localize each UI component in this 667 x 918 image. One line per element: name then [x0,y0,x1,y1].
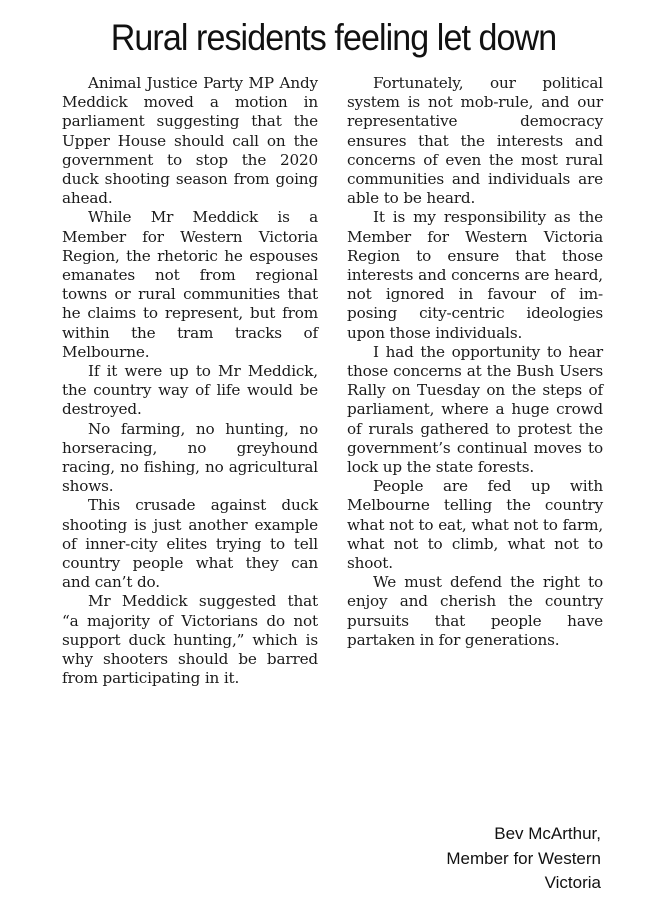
paragraph: We must defend the right to enjoy and cherish the country pursuits that people have partaken in for generations. [347,573,603,649]
paragraph: Fortunately, our political system is not mob-rule, and our representative democracy ensures that the interests and concerns of even the most rural communities and individuals are able to be heard. [347,74,603,208]
paragraph: While Mr Meddick is a Member for Western Victoria Region, the rhetoric he espouses emanates not from regional towns or rural communities that he claims to represent, but from within the tram tracks of Melbourne. [62,208,318,361]
paragraph: No farming, no hunting, no horseracing, no greyhound racing, no fishing, no agricultural shows. [62,419,318,496]
headline: Rural residents feeling let down [110,17,557,58]
paragraph: Animal Justice Party MP Andy Meddick moved a motion in parliament suggesting that the Upper House should call on the government to stop the 2020 duck shooting season from going ahead. [62,74,318,208]
author-title: Member for Western [446,848,601,868]
article-column-left [62,74,318,689]
author-name: Bev McArthur, [494,824,601,843]
paragraph: This crusade against duck shooting is just another example of inner-city elites trying to tell country people what they can and can’t do. [62,496,318,592]
paragraph: If it were up to Mr Meddick, the country way of life would be destroyed. [62,362,318,419]
paragraph: People are fed up with Melbourne telling the country what not to eat, what not to farm, what not to climb, what not to shoot. [347,477,603,573]
paragraph: It is my responsibility as the Member for Western Victoria Region to ensure that those interests and concerns are heard, not ignored in favour of im-posing city-centric ideologies upon those individuals. [347,208,603,342]
author-title: Victoria [544,873,601,892]
author-signoff [446,822,601,896]
article-column-right [347,74,603,650]
paragraph: I had the opportunity to hear those concerns at the Bush Users Rally on Tuesday on the steps of parliament, where a huge crowd of rurals gathered to protest the government’s continual moves to lock up the state forests. [347,342,603,477]
paragraph: Mr Meddick suggested that “a majority of Victorians do not support duck hunting,” which is why shooters should be barred from participating in it. [62,592,318,688]
